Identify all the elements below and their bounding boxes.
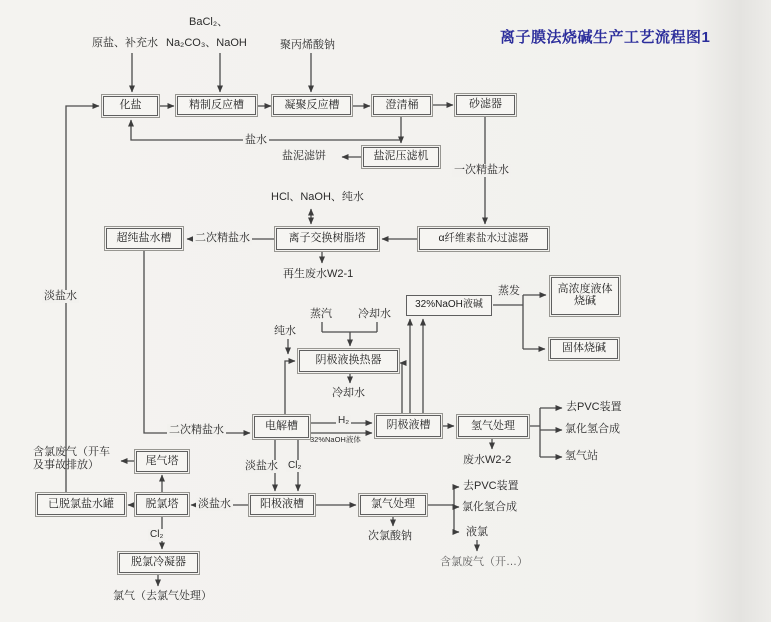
label-regen-wastewater-w2-1: 再生废水W2-1 xyxy=(283,268,354,280)
label-cl2-b: Cl₂ xyxy=(150,529,164,540)
node-refining-reactor: 精制反应槽 xyxy=(177,96,256,115)
label-secondary-refined-brine-1: 二次精盐水 xyxy=(195,232,250,244)
node-cellulose-filter: α纤维素盐水过滤器 xyxy=(419,228,548,250)
node-ultrapure-brine-tank: 超纯盐水槽 xyxy=(106,228,182,249)
label-evaporation: 蒸发 xyxy=(498,285,520,297)
label-cooling-water-in: 冷却水 xyxy=(358,308,391,320)
label-salt-mud-cake: 盐泥滤饼 xyxy=(282,150,326,162)
node-clarifier: 澄清桶 xyxy=(373,96,431,115)
label-liquid-chlorine: 液氯 xyxy=(466,526,488,538)
node-dechlorination-tower: 脱氯塔 xyxy=(136,494,188,515)
label-na2co3-naoh: Na₂CO₃、NaOH xyxy=(166,37,247,49)
label-brine-return: 盐水 xyxy=(245,134,267,146)
node-dechlorinated-brine-tank: 已脱氯盐水罐 xyxy=(37,494,125,515)
node-salt-mud-press: 盐泥压滤机 xyxy=(363,147,439,167)
node-anolyte-tank: 阳极液槽 xyxy=(250,495,314,515)
label-dilute-brine-left: 淡盐水 xyxy=(44,290,77,302)
node-solid-caustic: 固体烧碱 xyxy=(550,339,618,359)
label-to-pvc-unit-2: 去PVC装置 xyxy=(463,480,519,492)
label-dilute-brine-a: 淡盐水 xyxy=(245,460,278,472)
node-naoh-32-liquid: 32%NaOH液碱 xyxy=(406,295,492,316)
label-steam: 蒸汽 xyxy=(310,308,332,320)
node-high-conc-caustic: 高浓度液体烧碱 xyxy=(551,277,619,315)
label-raw-salt-makeup-water: 原盐、补充水 xyxy=(92,37,158,49)
node-electrolyzer: 电解槽 xyxy=(254,416,309,438)
label-hcl-synthesis-2: 氯化氢合成 xyxy=(462,501,517,513)
node-catholyte-tank: 阴极液槽 xyxy=(376,415,441,437)
label-secondary-refined-brine-2: 二次精盐水 xyxy=(169,424,224,436)
label-primary-refined-brine: 一次精盐水 xyxy=(454,164,509,176)
label-hcl-synthesis-1: 氯化氢合成 xyxy=(565,423,620,435)
label-sodium-hypochlorite: 次氯酸钠 xyxy=(368,530,412,542)
label-chlorine-waste-gas-bottom: 含氯废气（开…） xyxy=(440,556,528,568)
label-to-pvc-unit-1: 去PVC装置 xyxy=(566,401,622,413)
label-chlorine-to-treatment: 氯气（去氯气处理） xyxy=(113,590,212,602)
diagram-title: 离子膜法烧碱生产工艺流程图1 xyxy=(500,29,711,46)
node-dechlorination-condenser: 脱氯冷凝器 xyxy=(119,553,198,573)
label-cooling-water-out: 冷却水 xyxy=(332,387,365,399)
node-tail-gas-tower: 尾气塔 xyxy=(136,451,188,472)
label-dilute-brine-b: 淡盐水 xyxy=(198,498,231,510)
label-pure-water: 纯水 xyxy=(274,325,296,337)
node-chlorine-treatment: 氯气处理 xyxy=(360,495,426,515)
label-cl2-a: Cl₂ xyxy=(288,460,302,471)
label-wastewater-w2-2: 废水W2-2 xyxy=(463,454,512,466)
label-hydrogen-station: 氢气站 xyxy=(565,450,598,462)
node-salt-dissolving: 化盐 xyxy=(103,96,158,116)
node-hydrogen-treatment: 氢气处理 xyxy=(458,416,528,437)
label-naoh-32-liquid-stream: 32%NaOH液体 xyxy=(310,435,361,444)
label-hcl-naoh-pure-water: HCl、NaOH、纯水 xyxy=(271,191,364,203)
label-bacl2: BaCl₂、 xyxy=(189,16,229,28)
node-catholyte-heat-exchanger: 阴极液换热器 xyxy=(299,350,398,372)
label-chlorine-waste-gas-startup: 含氯废气（开车及事故排放） xyxy=(33,446,110,471)
label-h2: H₂ xyxy=(338,415,350,426)
node-ion-exchange-tower: 离子交换树脂塔 xyxy=(276,228,378,250)
node-sand-filter: 砂滤器 xyxy=(456,95,515,115)
node-coagulation-reactor: 凝聚反应槽 xyxy=(273,96,351,115)
label-sodium-polyacrylate: 聚丙烯酸钠 xyxy=(280,39,335,51)
